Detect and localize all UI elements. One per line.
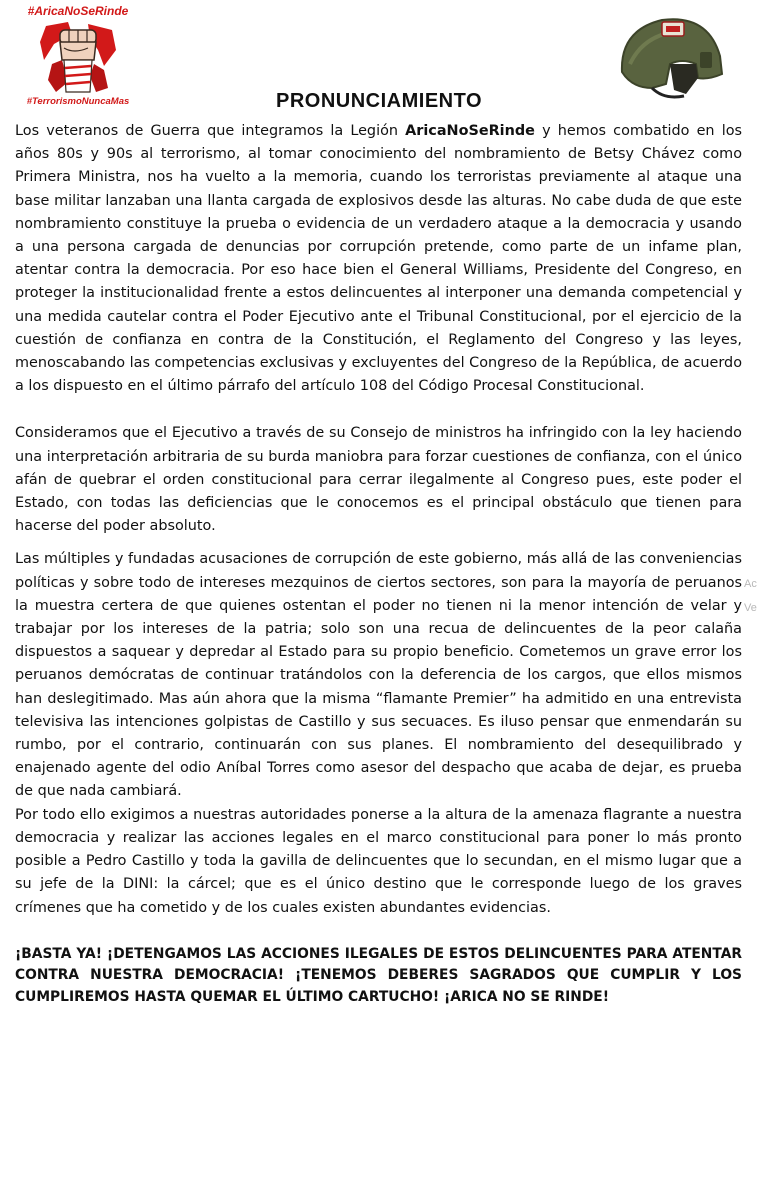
paragraph-1-rest: y hemos combatido en los años 80s y 90s al terrorismo, al tomar conocimiento del nombramiento de Betsy Chávez como Primera Ministra, nos ha vuelto a la memoria, cuando los terroristas previamente al ataque una base militar lanzaban una llanta cargada de explosivos desde las alturas. No cabe duda de que este nombramiento constituye la prueba o evidencia de un verdadero ataque a la democracia y usando a una persona cargada de denuncias por corrupción pretende, como parte de un infame plan, atentar contra la democracia. Por eso hace bien el General Williams, Presidente del Congreso, en proteger la institucionalidad frente a estos delincuentes al interponer una demanda competencial y una medida cautelar contra el Poder Ejecutivo ante el Tribunal Constitucional, por el ejercicio de la cuestión de confianza en contra de la Constitución, el Reglamento del Congreso y las leyes, menoscabando las competencias exclusivas y excluyentes del Congreso de la República, de acuerdo a los dispuesto en el último párrafo del artículo 108 del Código Procesal Constitucional.	[15, 123, 742, 395]
edge-fragment-2: Ve	[744, 602, 757, 614]
legion-name: AricaNoSeRinde	[405, 123, 535, 139]
statement-body	[15, 120, 742, 1022]
hashtag-bottom: #TerrorismoNuncaMas	[26, 96, 130, 107]
hashtag-top: #AricaNoSeRinde	[27, 4, 129, 18]
paragraph-4: Por todo ello exigimos a nuestras autoridades ponerse a la altura de la amenaza flagrante a nuestra democracia y realizar las acciones legales en el marco constitucional para poner lo más pronto posible a Pedro Castillo y toda la gavilla de delincuentes que lo secundan, en el mismo lugar que a su jefe de la DINI: la cárcel; que es el único destino que le corresponde luego de los graves crímenes que ha cometido y de los cuales existen abundantes evidencias.	[15, 806, 742, 916]
raised-fist-icon	[38, 20, 118, 96]
paragraph-2: Consideramos que el Ejecutivo a través de su Consejo de ministros ha infringido con la ley haciendo una interpretación arbitraria de su burda maniobra para forzar cuestiones de confianza, con el único afán de quebrar el orden constitucional para cerrar ilegalmente al Congreso pues, este poder el Estado, con todas las deficiencias que le conocemos es el principal obstáculo que tienen para hacerse del poder absoluto.	[15, 425, 742, 535]
edge-fragment-1: Ac	[744, 578, 757, 590]
paragraph-3: Las múltiples y fundadas acusaciones de corrupción de este gobierno, más allá de las conveniencias políticas y sobre todo de intereses mezquinos de ciertos sectores, son para la mayoría de peruanos la muestra certera de que quienes ostentan el poder no tienen ni la menor intención de velar y trabajar por los intereses de la patria; solo son una recua de delincuentes de la peor calaña dispuestos a saquear y depredar al Estado para su propio beneficio. Cometemos un grave error los peruanos demócratas de continuar tratándolos con la deferencia de los cargos, que ellos mismos han deslegitimado. Mas aún ahora que la misma “flamante Premier” ha admitido en una entrevista televisiva las intenciones golpistas de Castillo y sus secuaces. Es iluso pensar que enmendarán su rumbo, por el contrario, continuarán con sus planes. El nombramiento del desequilibrado y enajenado agente del odio Aníbal Torres como asesor del despacho que acaba de dejar, es prueba de que nada cambiará.	[15, 551, 742, 800]
page-title: PRONUNCIAMIENTO	[275, 90, 483, 112]
paragraph-1-start: Los veteranos de Guerra que integramos la Legión	[15, 123, 406, 139]
paragraph-1	[15, 120, 742, 398]
closing-statement: ¡BASTA YA! ¡DETENGAMOS LAS ACCIONES ILEGALES DE ESTOS DELINCUENTES PARA ATENTAR CONTRA NUESTRA DEMOCRACIA! ¡TENEMOS DEBERES SAGRADOS QUE CUMPLIR Y LOS CUMPLIREMOS HASTA QUEMAR EL ÚLTIMO CARTUCHO! ¡ARICA NO SE RINDE!	[15, 945, 742, 1005]
